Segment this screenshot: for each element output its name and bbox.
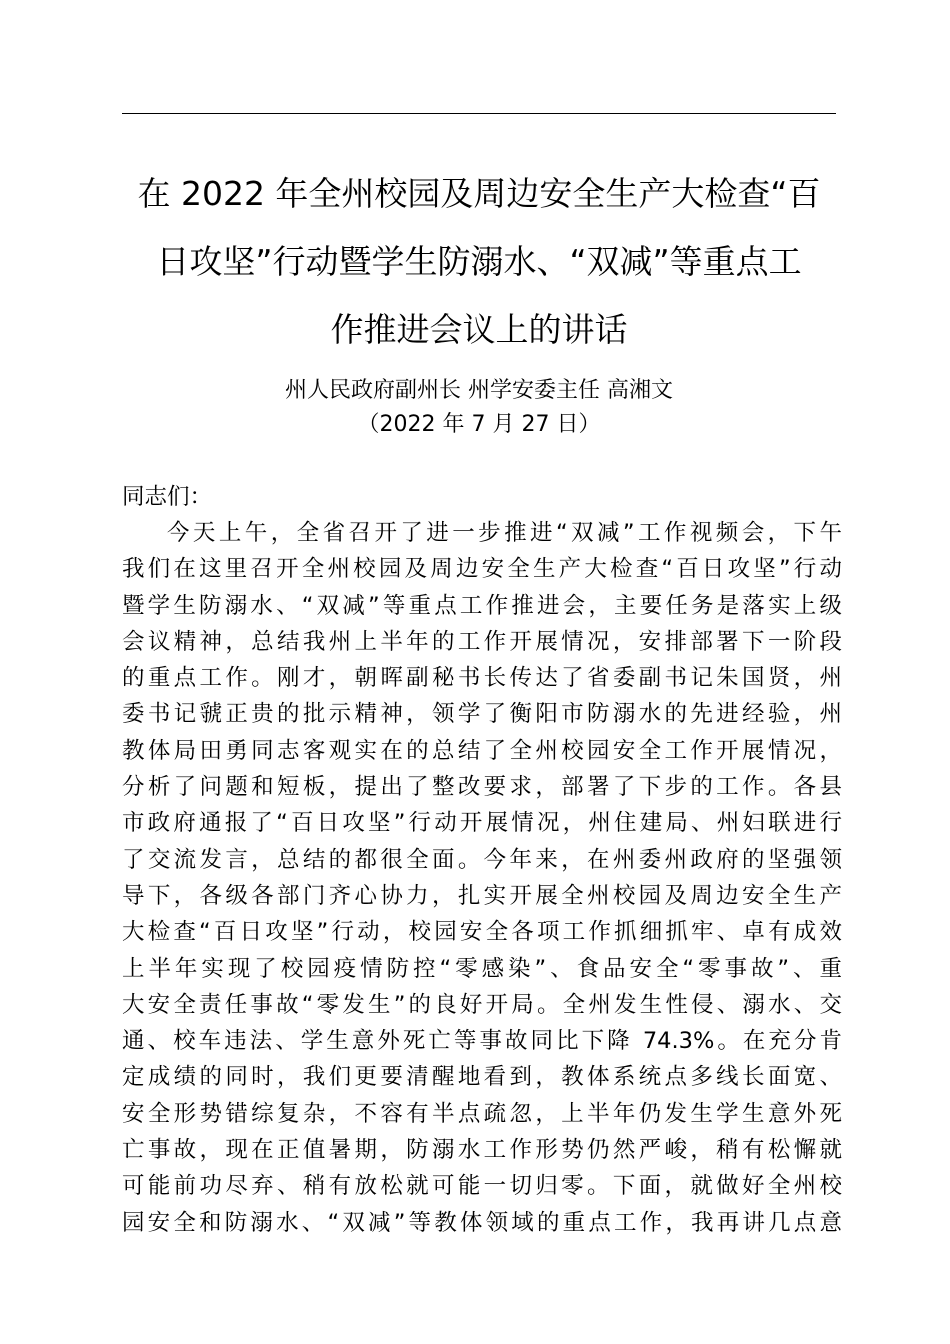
body-line: 的重点工作。刚才，朝晖副秘书长传达了省委副书记朱国贤，州	[122, 665, 842, 692]
body-line: 分析了问题和短板，提出了整改要求，部署了下步的工作。各县	[122, 774, 842, 801]
body-line: 安全形势错综复杂，不容有半点疏忽，上半年仍发生学生意外死	[122, 1100, 842, 1127]
body-line: 大安全责任事故“零发生”的良好开局。全州发生性侵、溺水、交	[122, 991, 842, 1018]
speaker-byline: 州人民政府副州长 州学安委主任 高湘文	[285, 378, 673, 403]
body-line: 委书记虢正贵的批示精神，领学了衡阳市防溺水的先进经验，州	[122, 701, 842, 728]
body-line: 上半年实现了校园疫情防控“零感染”、食品安全“零事故”、重	[122, 955, 842, 982]
body-line: 了交流发言，总结的都很全面。今年来，在州委州政府的坚强领	[122, 846, 842, 873]
title-line: 作推进会议上的讲话	[330, 310, 628, 349]
body-line: 暨学生防溺水、“双减”等重点工作推进会，主要任务是落实上级	[122, 592, 842, 619]
body-line: 通、校车违法、学生意外死亡等事故同比下降 74.3%。在充分肯	[122, 1028, 842, 1055]
body-line: 教体局田勇同志客观实在的总结了全州校园安全工作开展情况，	[122, 737, 842, 764]
title-line: 日攻坚”行动暨学生防溺水、“双减”等重点工	[156, 242, 802, 281]
body-line: 大检查“百日攻坚”行动，校园安全各项工作抓细抓牢、卓有成效	[122, 919, 842, 946]
document-title	[110, 160, 848, 364]
body-line: 亡事故，现在正值暑期，防溺水工作形势仍然严峻，稍有松懈就	[122, 1137, 842, 1164]
body-line: 今天上午，全省召开了进一步推进“双减”工作视频会，下午	[167, 520, 842, 546]
body-line: 园安全和防溺水、“双减”等教体领域的重点工作，我再讲几点意	[122, 1209, 842, 1236]
header-rule	[122, 113, 836, 114]
body-line: 可能前功尽弃、稍有放松就可能一切归零。下面，就做好全州校	[122, 1173, 842, 1200]
title-line: 在 2022 年全州校园及周边安全生产大检查“百	[137, 174, 821, 213]
body-line: 我们在这里召开全州校园及周边安全生产大检查“百日攻坚”行动	[122, 556, 842, 583]
speech-date: （2022 年 7 月 27 日）	[357, 412, 601, 437]
body-line: 市政府通报了“百日攻坚”行动开展情况，州住建局、州妇联进行	[122, 810, 842, 837]
salutation: 同志们：	[122, 484, 213, 510]
body-line: 导下，各级各部门齐心协力，扎实开展全州校园及周边安全生产	[122, 882, 842, 909]
body-line: 会议精神，总结我州上半年的工作开展情况，安排部署下一阶段	[122, 628, 842, 655]
body-line: 定成绩的同时，我们更要清醒地看到，教体系统点多线长面宽、	[122, 1064, 842, 1091]
speech-body	[122, 515, 842, 1241]
